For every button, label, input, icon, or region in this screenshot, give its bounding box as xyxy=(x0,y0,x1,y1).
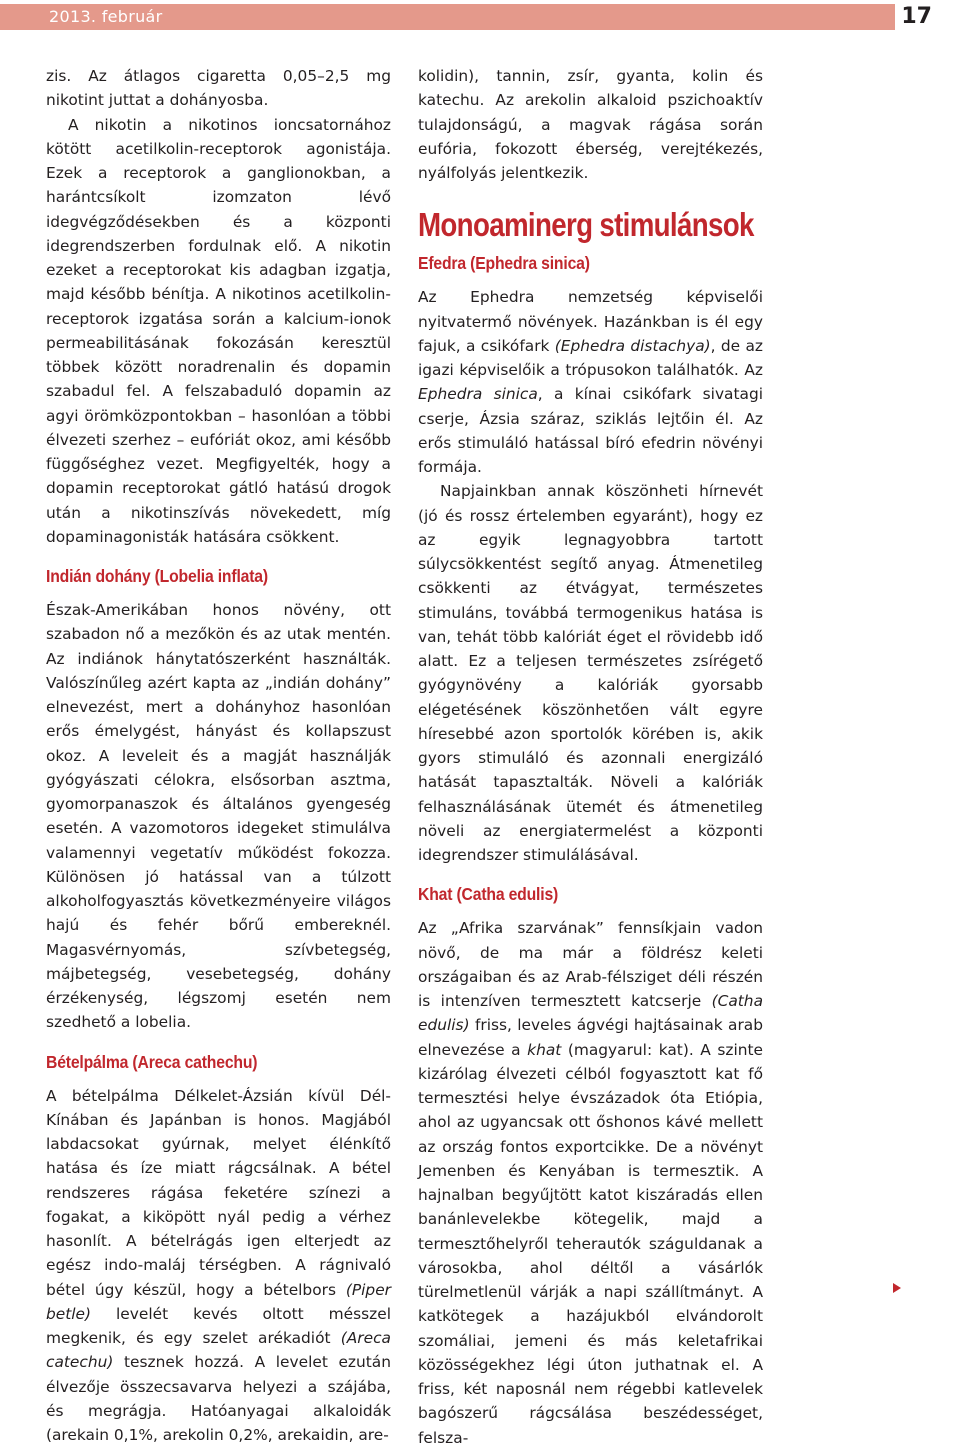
issue-date: 2013. február xyxy=(49,7,163,26)
paragraph: zis. Az átlagos cigaretta 0,05–2,5 mg nikotint juttat a dohányosba. xyxy=(46,67,391,110)
section-heading-lobelia: Indián dohány (Lobelia inflata) xyxy=(46,566,268,586)
text-run: friss, leveles ágvégi hajtásainak arab elnevezése a xyxy=(418,1016,763,1059)
page-number: 17 xyxy=(901,4,932,29)
paragraph xyxy=(46,1084,391,1448)
text-run: levelét kevés oltott mésszel megkenik, és egy szelet arékadiót xyxy=(46,1304,391,1347)
italic-run: (Piper betle) xyxy=(46,1280,391,1323)
section-heading-khat: Khat (Catha edulis) xyxy=(418,884,559,905)
paragraph xyxy=(418,916,763,1450)
italic-run: (Ephedra distachya) xyxy=(554,336,711,355)
section-heading-areca: Bételpálma (Areca cathechu) xyxy=(46,1051,258,1072)
left-column xyxy=(46,64,391,1447)
text-run: Az „Afrika szarvának” fennsíkjain vadon növő, de ma már a földrész keleti országaiban és az Arab-félsziget déli részén is intenzíven termesztett katcserje xyxy=(418,919,763,1010)
arrow-right-icon xyxy=(893,1283,901,1293)
paragraph: Napjainkban annak köszönheti hírnevét (jó és rossz értelemben egyaránt), hogy ez az egyik legnagyobbra tartott súlycsökkentést segítő anyag. Átmenetileg csökkenti az étvágyat, természetes stimuláns, továbbá termogenikus hatása is van, tehát több kalóriát éget el rövidebb idő alatt. Ez a teljesen természetes zsírégető gyógynövény a kalóriák gyorsabb elégetésének köszönhetően vált egyre híresebbé azon sportolók körében is, akik gyors stimuláló és azonnali energizáló hatását tapasztalták. Növeli a kalóriák felhasználásának ütemét és átmenetileg növeli az energiatermelést a központi idegrendszer stimulálásával. xyxy=(418,482,763,864)
text-run: Az Ephedra nemzetség képviselői nyitvatermő növények. Hazánkban is él egy fajuk, a csikófark xyxy=(418,288,763,355)
paragraph: Észak-Amerikában honos növény, ott szabadon nő a mezőkön és az utak mentén. Az indiánok hánytatószerként használták. Valószínűleg azért kapta az „indián dohány” elnevezést, mert a dohányhoz hasonlóan erős émelygést, hányást és kollapszust okoz. A leveleit és a magját használják gyógyászati célokra, elsősorban asztma, gyomorpanaszok és általános gyengeség esetén. A vazomotoros idegeket stimulálva valamennyi vegetatív működést fokozza. Különösen jó hatással van a túlzott alkoholfogyasztás következményeire világos hajú és fehér bőrű embereknél. Magasvérnyomás, szívbetegség, májbetegség, vesebetegség, dohány érzékenység, légszomj esetén nem szedhető a lobelia. xyxy=(46,601,391,1032)
right-column xyxy=(418,64,763,1450)
header-bar xyxy=(0,4,895,30)
main-heading-monoaminerg: Monoaminerg stimulánsok xyxy=(418,206,754,244)
paragraph: kolidin), tannin, zsír, gyanta, kolin és katechu. Az arekolin alkaloid pszichoaktív tulajdonságú, a magvak rágása során eufória, fokozott éberség, verejtékezés, nyálfolyás jelentkezik. xyxy=(418,67,763,182)
paragraph xyxy=(418,285,763,479)
section-heading-ephedra: Efedra (Ephedra sinica) xyxy=(418,253,590,274)
text-run: tesznek hozzá. A levelet ezután élvezője összecsavarva helyezi a szájába, és megrágja. Hatóanyagai alkaloidák (arekain 0,1%, arekolin 0,2%, arekaidin, are- xyxy=(46,1353,391,1444)
italic-run: Ephedra sinica xyxy=(418,385,538,404)
text-run: (magyarul: kat). A szinte kizárólag élvezeti célból fogyasztott kat fő termesztési helye évszázadok óta Etiópia, ahol az ugyancsak ott őshonos kávé mellett az ország fontos exportcikke. De a növényt Jemenben és Kenyában is termesztik. A hajnalban begyűjtött katot kiszáradás ellen banánlevelekbe kötegelik, majd a termesztőhelyről teherautók száguldanak a városokba, ahol déltől a vásárlók türelmetlenül várják a napi szállítmányt. A katkötegek a hazájukból elvándorolt szomáliai, jemeni és más keletafrikai közösségekhez légi úton juthatnak el. A friss, két naposnál nem régebbi katlevelek bagószerű rágcsálása beszédességet, felsza- xyxy=(418,1040,764,1447)
italic-run: (Areca catechu) xyxy=(46,1329,391,1372)
paragraph: A nikotin a nikotinos ioncsatornához kötött acetilkolin-receptorok agonistája. Ezek a receptorok a ganglionokban, a harántcsíkolt izomzaton lévő idegvégződésekben és a központi idegrendszerben fordulnak elő. A nikotin ezeket a receptorokat kis adagban izgatja, majd később bénítja. A nikotinos acetilkolin-receptorok izgatása során a kalcium-ionok permeabilitásának fokozásán keresztül többek között noradrenalin és dopamin szabadul fel. A felszabaduló dopamin az agyi örömközpontokban – hasonlóan a többi élvezeti szerhez – eufóriát okoz, ami később függőséghez vezet. Megfigyelték, hogy a dopamin receptorokat gátló hatású drogok után a nikotinszívás növekedett, míg dopaminagonisták hatására csökkent. xyxy=(46,115,391,546)
italic-run: khat xyxy=(527,1040,562,1059)
text-run: , a kínai csikófark sivatagi cserje, Ázsia száraz, sziklás lejtőin él. Az erős stimuláló hatással bíró efedrin növényi formája. xyxy=(418,385,763,476)
text-run: , de az igazi képviselőik a trópusokon találhatók. Az xyxy=(418,336,763,379)
text-run: A bételpálma Délkelet-Ázsián kívül Dél-Kínában és Japánban is honos. Magjából labdacsokat gyúrnak, melyet élénkítő hatása és íze miatt rágcsálnak. A bétel rendszeres rágása feketére színezi a fogakat, a kiköpött nyál pedig a vérhez hasonlít. A bételrágás igen elterjedt az egész indo-maláj térségben. A rágnivaló bétel úgy készül, hogy a bételbors xyxy=(46,1086,391,1299)
italic-run: (Catha edulis) xyxy=(418,992,763,1035)
